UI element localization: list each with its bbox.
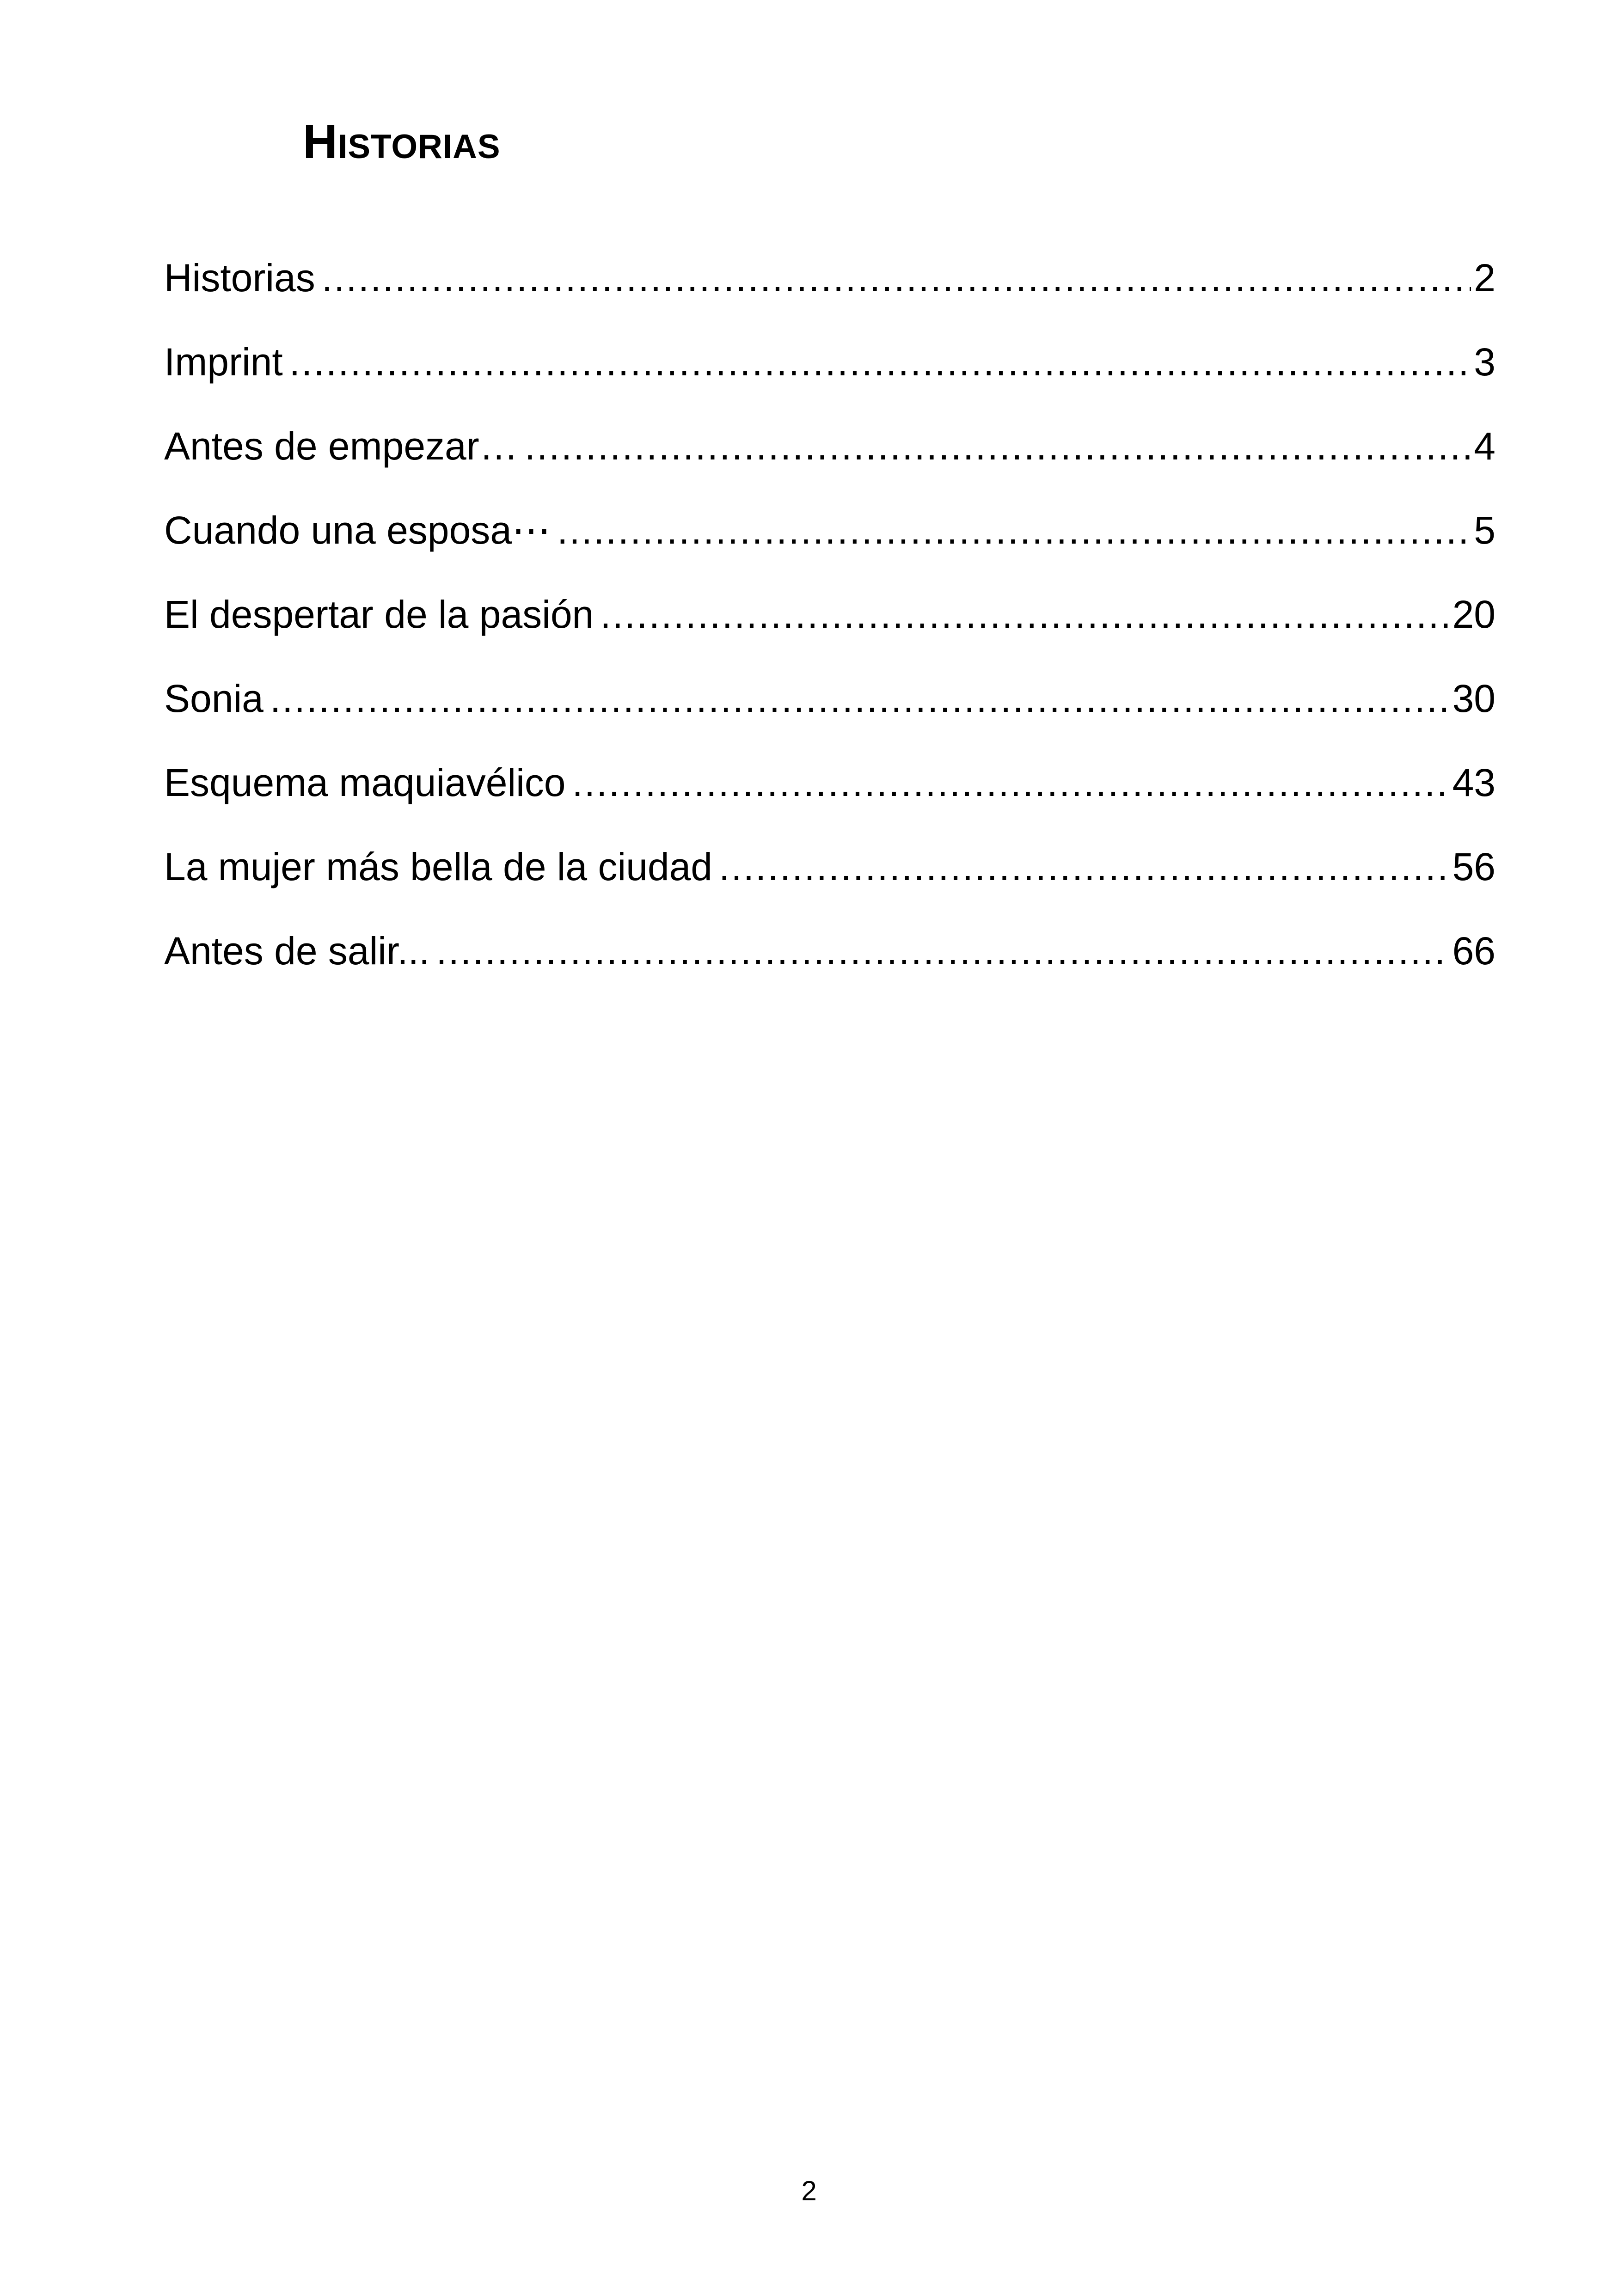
toc-entry-title: Sonia [164,677,264,720]
dot-leader [289,320,1471,404]
toc-entry-title: Antes de salir... [164,929,430,973]
toc-entry[interactable] [164,488,1495,572]
toc-entry-page: 30 [1452,677,1495,720]
toc-entry-page: 5 [1474,508,1495,552]
toc-entry-title: Historias [164,256,315,300]
dot-leader [557,488,1471,572]
toc-entry-title: La mujer más bella de la ciudad [164,845,713,888]
page-title: Historias [303,115,501,169]
toc-entry-page: 20 [1452,593,1495,636]
toc-entry[interactable] [164,320,1495,404]
toc-entry[interactable] [164,236,1495,320]
dot-leader [525,404,1471,488]
dot-leader [572,741,1449,825]
toc-entry-page: 43 [1452,761,1495,804]
page-number: 2 [801,2175,817,2206]
toc-entry[interactable] [164,404,1495,488]
dot-leader [436,909,1449,993]
dot-leader [322,236,1471,320]
toc-entry-title: El despertar de la pasión [164,593,594,636]
toc-entry[interactable] [164,572,1495,656]
toc-entry-title: Cuando una esposa⋯ [164,508,551,552]
dot-leader [600,572,1449,656]
toc-entry[interactable] [164,825,1495,909]
table-of-contents [164,236,1495,993]
toc-entry-title: Antes de empezar… [164,424,518,468]
toc-entry-title: Imprint [164,340,283,384]
toc-entry-page: 3 [1474,340,1495,384]
toc-entry[interactable] [164,741,1495,825]
dot-leader [719,825,1450,909]
toc-entry-page: 2 [1474,256,1495,300]
toc-entry-title: Esquema maquiavélico [164,761,566,804]
toc-entry[interactable] [164,656,1495,741]
dot-leader [270,656,1450,741]
toc-entry-page: 66 [1452,929,1495,973]
toc-entry[interactable] [164,909,1495,993]
toc-entry-page: 56 [1452,845,1495,888]
toc-entry-page: 4 [1474,424,1495,468]
